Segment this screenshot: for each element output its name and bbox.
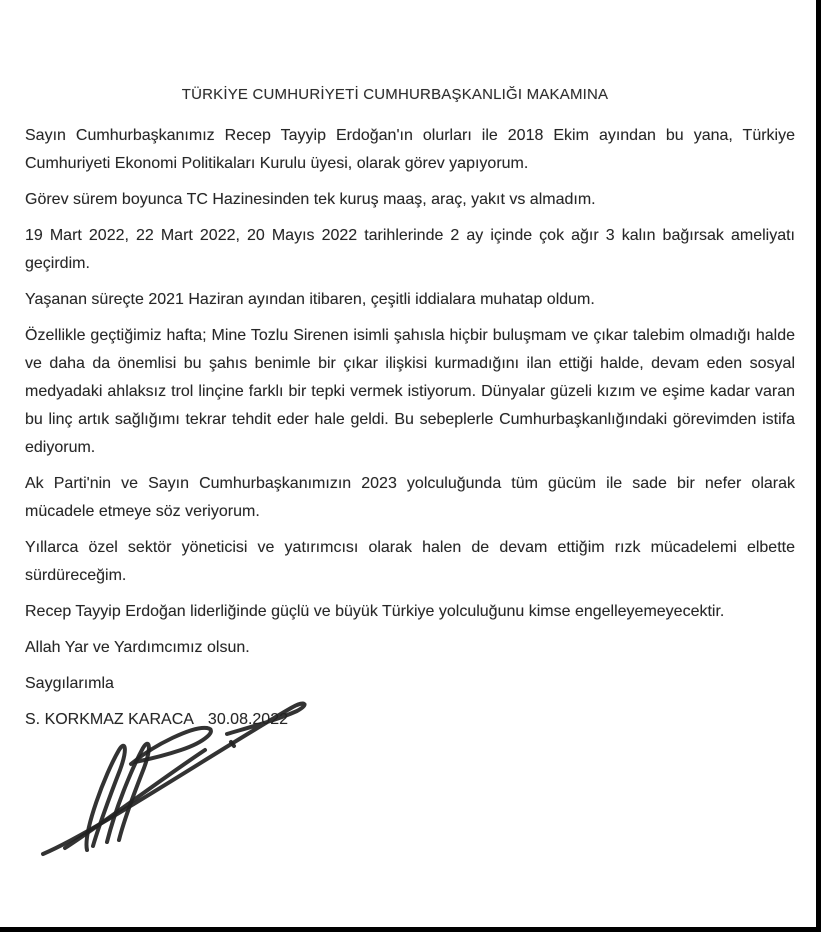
paragraph-surgeries: 19 Mart 2022, 22 Mart 2022, 20 Mayıs 2022 tarihlerinde 2 ay içinde çok ağır 3 kalın bağırsak ameliyatı geçirdim. [25,227,795,272]
paragraph-role: Sayın Cumhurbaşkanımız Recep Tayyip Erdoğan'ın olurları ile 2018 Ekim ayından bu yana, Türkiye Cumhuriyeti Ekonomi Politikaları Kurulu üyesi, olarak görev yapıyorum. [25,127,795,172]
paragraph-private-sector: Yıllarca özel sektör yöneticisi ve yatırımcısı olarak halen de devam ettiğim rızk mücadelemi elbette sürdüreceğim. [25,539,795,584]
signature-date: 30.08.2022 [207,711,288,728]
paragraph-regards: Saygılarımla [25,675,114,692]
letter-body [25,122,795,742]
paragraph-pledge: Ak Parti'nin ve Sayın Cumhurbaşkanımızın 2023 yolculuğunda tüm gücüm ile sade bir nefer olarak mücadele etmeye söz veriyorum. [25,475,795,520]
paragraph-resignation: Özellikle geçtiğimiz hafta; Mine Tozlu Sirenen isimli şahısla hiçbir buluşmam ve çıkar talebim olmadığı halde ve daha da önemlisi bu şahıs benimle bir çıkar ilişkisi kurmadığını ilan ettiği halde, devam eden sosyal medyadaki ahlaksız trol linçine farklı bir tepki vermek istiyorum. Dünyalar güzeli kızım ve eşime kadar varan bu linç artık sağlığımı tekrar tehdit eder hale geldi. Bu sebeplerle Cumhurbaşkanlığındaki görevimden istifa ediyorum. [25,327,795,456]
letter-title: TÜRKİYE CUMHURİYETİ CUMHURBAŞKANLIĞI MAKAMINA [181,86,609,103]
paragraph-no-salary: Görev sürem boyunca TC Hazinesinden tek kuruş maaş, araç, yakıt vs almadım. [25,191,596,208]
paragraph-leadership: Recep Tayyip Erdoğan liderliğinde güçlü ve büyük Türkiye yolculuğunu kimse engelleyemeyecektir. [25,603,725,620]
handwritten-signature-icon [35,692,315,862]
scan-edge-right [816,0,821,931]
paragraph-allegations: Yaşanan süreçte 2021 Haziran ayından itibaren, çeşitli iddialara muhatap oldum. [25,291,595,308]
signer-name: S. KORKMAZ KARACA [25,711,194,728]
scan-edge-bottom [0,927,821,932]
paragraph-blessing: Allah Yar ve Yardımcımız olsun. [25,639,250,656]
